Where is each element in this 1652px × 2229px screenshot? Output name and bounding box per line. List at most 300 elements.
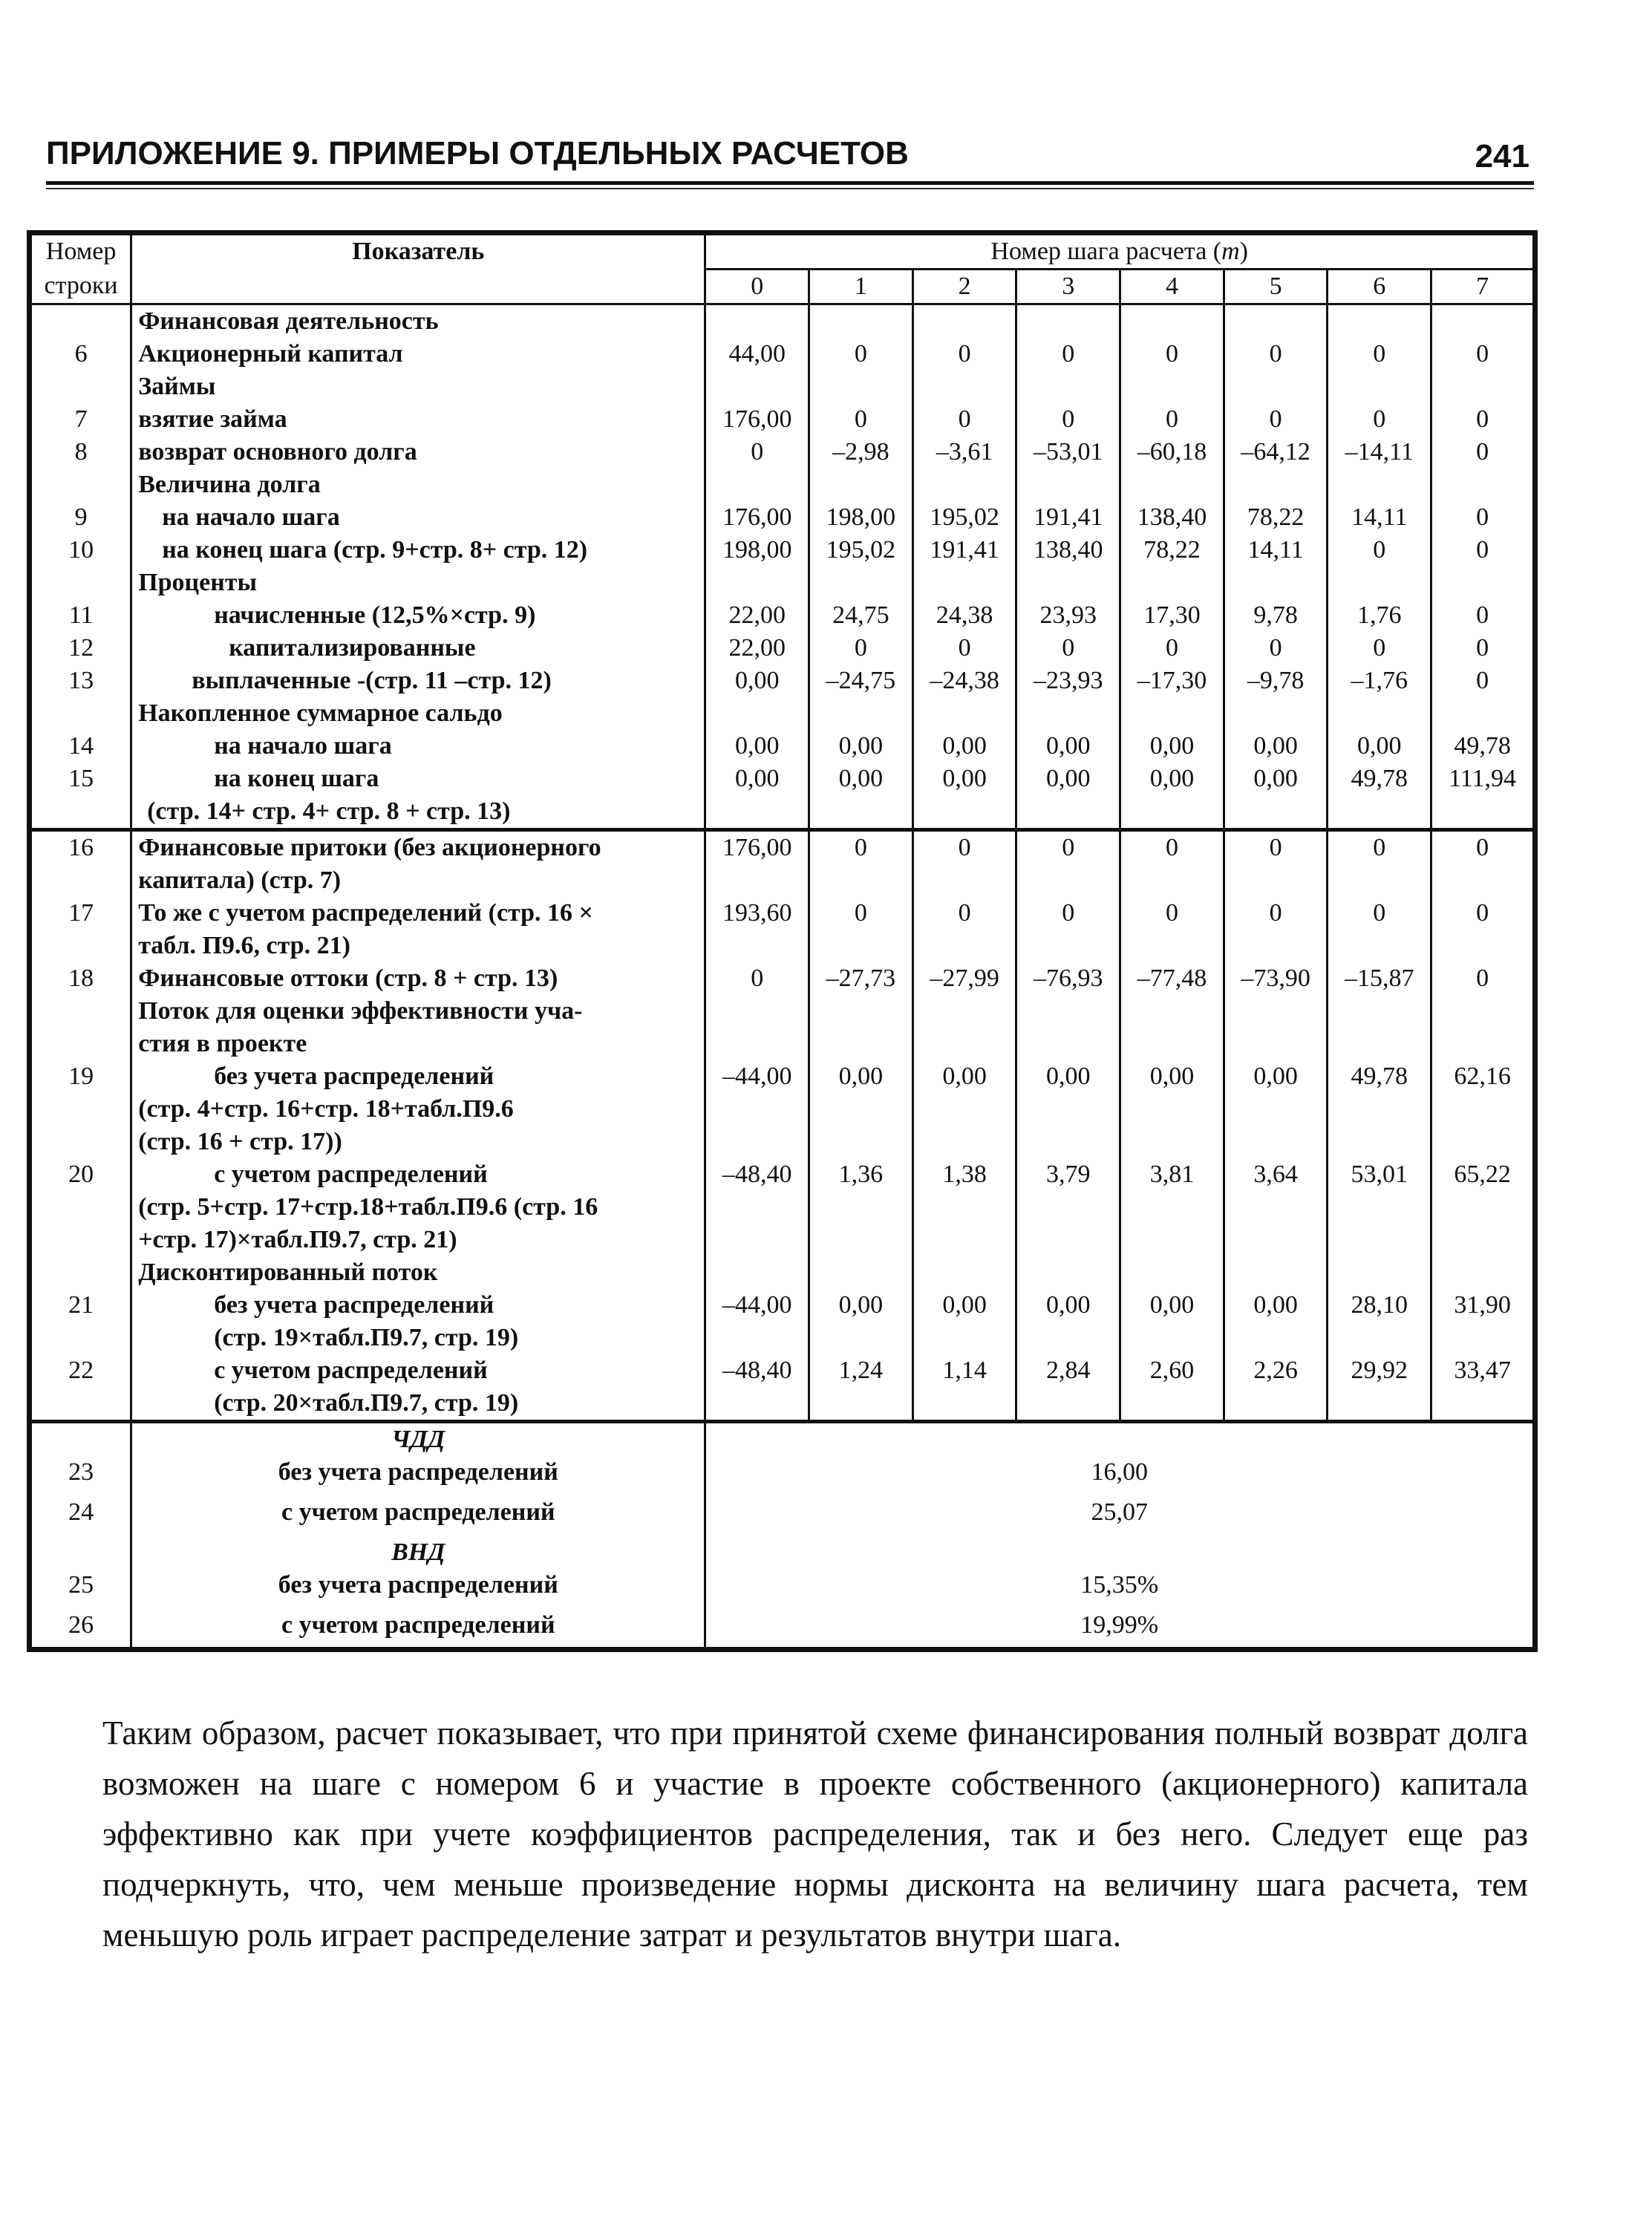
table-row [30,730,1535,763]
table-cell: 53,01 [1328,1158,1431,1191]
table-cell [1016,930,1120,962]
table-cell: 26 [30,1609,131,1649]
table-cell: 138,40 [1120,501,1224,534]
table-cell [1224,1322,1328,1354]
table-cell [912,1126,1016,1158]
table-row [30,665,1535,697]
table-cell: 0,00 [1120,1289,1224,1322]
table-cell [1224,995,1328,1028]
table-cell [809,469,913,501]
table-cell [1431,567,1535,599]
table-cell [1016,567,1120,599]
table-cell: 24 [30,1496,131,1536]
table-cell: 0 [1431,897,1535,930]
table-cell: 0 [1328,403,1431,436]
table-cell: 24,38 [912,599,1016,632]
table-cell [809,1224,913,1256]
table-cell: 0,00 [1120,763,1224,795]
table-cell: –24,38 [912,665,1016,697]
table-cell: 0 [912,897,1016,930]
table-cell [30,469,131,501]
table-cell [1224,864,1328,897]
step-2: 2 [912,270,1016,304]
table-cell: без учета распределений [131,1289,705,1322]
table-row [30,1289,1535,1322]
table-cell: +стр. 17)×табл.П9.7, стр. 21) [131,1224,705,1256]
table-cell: Акционерный капитал [131,338,705,371]
table-row [30,1093,1535,1126]
paragraph-text: Таким образом, расчет показывает, что при принятой схеме финансирования полный возврат долга возможен на шаге с номером 6 и участие в проекте собственного (акционерного) капитала эффективно как при учете коэффициентов распределения, так и без него. Следует еще раз подчеркнуть, что, чем меньше произведение нормы дисконта на величину шага расчета, тем меньшую роль играет распределение затрат и результатов внутри шага. [102,1714,1528,1954]
table-cell: 0,00 [912,730,1016,763]
table-cell: Финансовые притоки (без акционерного [131,830,705,865]
table-cell: 0 [1431,501,1535,534]
body-paragraph [102,1708,1528,1960]
table-cell: 0 [1431,665,1535,697]
table-cell: 0 [1224,338,1328,371]
table-cell [1016,1256,1120,1289]
table-cell: 0 [1224,830,1328,865]
table-row [30,763,1535,795]
table-cell [912,995,1016,1028]
table-cell [912,864,1016,897]
table-row [30,599,1535,632]
table-row [30,1569,1535,1609]
table-cell: 0,00 [1016,730,1120,763]
table-cell: 2,60 [1120,1354,1224,1387]
table-cell [912,795,1016,830]
table-cell [705,697,809,730]
table-cell [1120,1028,1224,1060]
table-cell: (стр. 20×табл.П9.7, стр. 19) [131,1387,705,1422]
table-cell [912,469,1016,501]
table-cell: 0 [1328,830,1431,865]
table-cell: 0 [1120,897,1224,930]
table-row [30,1456,1535,1496]
table-cell [1328,930,1431,962]
step-5: 5 [1224,270,1328,304]
table-row [30,897,1535,930]
table-cell [1328,304,1431,339]
table-cell: 0,00 [1224,730,1328,763]
table-cell [1328,1191,1431,1224]
step-3: 3 [1016,270,1120,304]
table-cell [809,795,913,830]
table-cell: 17 [30,897,131,930]
table-cell [1328,1028,1431,1060]
table-cell: 0 [1120,338,1224,371]
table-cell [1120,995,1224,1028]
table-cell [1431,1028,1535,1060]
table-row [30,830,1535,865]
table-cell: 0 [1431,599,1535,632]
table-cell: с учетом распределений [131,1158,705,1191]
table-cell [1016,469,1120,501]
table-cell [1224,371,1328,403]
table-cell: 0 [1016,632,1120,665]
table-cell [809,567,913,599]
table-cell [1224,930,1328,962]
table-cell: (стр. 14+ стр. 4+ стр. 8 + стр. 13) [131,795,705,830]
table-cell [30,1536,131,1569]
table-cell: возврат основного долга [131,436,705,469]
table-row [30,1158,1535,1191]
table-cell: 0 [1328,534,1431,567]
table-cell [30,864,131,897]
table-cell: Величина долга [131,469,705,501]
table-cell: 0 [1431,403,1535,436]
table-cell: 2,84 [1016,1354,1120,1387]
table-cell [705,995,809,1028]
table-cell [912,1224,1016,1256]
header-rule-thick [46,181,1534,185]
table-row [30,1060,1535,1093]
table-cell: 0 [705,436,809,469]
table-cell [30,1093,131,1126]
table-cell: 0 [1431,632,1535,665]
table-cell [1016,1191,1120,1224]
table-cell: 23,93 [1016,599,1120,632]
table-cell: 78,22 [1224,501,1328,534]
table-cell: Дисконтированный поток [131,1256,705,1289]
table-cell [705,1322,809,1354]
table-row [30,1387,1535,1422]
table-cell: 0,00 [809,730,913,763]
table-cell: –14,11 [1328,436,1431,469]
table-cell: 0 [1431,436,1535,469]
table-cell [912,567,1016,599]
table-cell [1120,1191,1224,1224]
running-header [46,128,1529,180]
table-cell: 17,30 [1120,599,1224,632]
table-cell: 8 [30,436,131,469]
table-cell [1120,1224,1224,1256]
table-cell [1328,1093,1431,1126]
table-cell [1224,795,1328,830]
table-cell [1224,1191,1328,1224]
table-cell [1120,864,1224,897]
table-cell: –77,48 [1120,962,1224,995]
table-cell: ЧДД [131,1422,705,1457]
table-cell: –60,18 [1120,436,1224,469]
step-6: 6 [1328,270,1431,304]
table-cell [1224,1028,1328,1060]
table-cell: 21 [30,1289,131,1322]
table-cell: 16 [30,830,131,865]
table-cell [1120,1256,1224,1289]
table-cell [912,1028,1016,1060]
table-cell [809,1093,913,1126]
table-cell [1016,1322,1120,1354]
table-cell: 3,81 [1120,1158,1224,1191]
table-row [30,1126,1535,1158]
table-cell [1016,795,1120,830]
table-cell [1120,1093,1224,1126]
table-cell [1120,469,1224,501]
table-cell [809,1256,913,1289]
table-row [30,1496,1535,1536]
table-cell: 22,00 [705,632,809,665]
table-cell [1120,930,1224,962]
table-cell: 14,11 [1328,501,1431,534]
header-row-num-2: строки [30,270,131,304]
table-cell: –76,93 [1016,962,1120,995]
table-cell [30,371,131,403]
table-cell: 9 [30,501,131,534]
table-cell: 25,07 [705,1496,1535,1536]
table-cell [1016,1028,1120,1060]
table-cell [1328,995,1431,1028]
table-cell: 15,35% [705,1569,1535,1609]
table-cell [1224,469,1328,501]
table-cell: –48,40 [705,1158,809,1191]
table-cell: 29,92 [1328,1354,1431,1387]
table-cell [1224,567,1328,599]
table-cell [1224,1093,1328,1126]
table-cell [1431,1256,1535,1289]
table-cell [1431,697,1535,730]
table-cell: 44,00 [705,338,809,371]
table-cell [30,697,131,730]
table-cell [809,1126,913,1158]
table-cell [912,930,1016,962]
table-cell: 0,00 [705,665,809,697]
table-cell [1120,1126,1224,1158]
table-cell [1431,371,1535,403]
table-cell [30,1256,131,1289]
table-cell [1224,1224,1328,1256]
table-cell: –23,93 [1016,665,1120,697]
table-row [30,632,1535,665]
table-cell [1431,1093,1535,1126]
table-cell: 0,00 [1120,730,1224,763]
table-cell [705,795,809,830]
table-cell [30,1191,131,1224]
table-cell: 0 [1431,962,1535,995]
table-cell: (стр. 5+стр. 17+стр.18+табл.П9.6 (стр. 16 [131,1191,705,1224]
table-cell: 22 [30,1354,131,1387]
table-row [30,534,1535,567]
table-cell [1431,469,1535,501]
page-number: 241 [1475,138,1529,174]
table-cell: 176,00 [705,403,809,436]
table-cell: капитализированные [131,632,705,665]
table-cell: табл. П9.6, стр. 21) [131,930,705,962]
table-cell: 19 [30,1060,131,1093]
table-cell: Финансовые оттоки (стр. 8 + стр. 13) [131,962,705,995]
table-cell: с учетом распределений [131,1354,705,1387]
table-cell: (стр. 19×табл.П9.7, стр. 19) [131,1322,705,1354]
table-cell [1328,567,1431,599]
table-cell [1016,1126,1120,1158]
table-cell: 13 [30,665,131,697]
table-cell [1328,1256,1431,1289]
section-label: Финансовая деятельность [131,304,705,339]
table-row [30,403,1535,436]
table-cell: 1,76 [1328,599,1431,632]
table-cell: с учетом распределений [131,1496,705,1536]
table-cell: –15,87 [1328,962,1431,995]
table-cell [30,1126,131,1158]
table-cell [1431,864,1535,897]
table-cell [1431,1387,1535,1422]
table-cell: 12 [30,632,131,665]
table-cell: ВНД [131,1536,705,1569]
table-cell [1431,1191,1535,1224]
table-cell [1016,1224,1120,1256]
table-cell: –17,30 [1120,665,1224,697]
table-cell [1431,304,1535,339]
table-cell: 6 [30,338,131,371]
table-cell: 0 [912,338,1016,371]
table-cell [809,1028,913,1060]
table-cell [705,1126,809,1158]
table-cell: без учета распределений [131,1456,705,1496]
table-cell: 0,00 [1224,763,1328,795]
table-cell [1431,930,1535,962]
table-cell [705,567,809,599]
table-cell [809,697,913,730]
table-cell: 0 [809,632,913,665]
table-cell: –53,01 [1016,436,1120,469]
table-cell: 3,64 [1224,1158,1328,1191]
table-cell [1224,1387,1328,1422]
table-cell: 0 [1120,830,1224,865]
table-row [30,864,1535,897]
table-cell: на конец шага (стр. 9+стр. 8+ стр. 12) [131,534,705,567]
table-row [30,1354,1535,1387]
table-cell: 49,78 [1431,730,1535,763]
table-cell: 0,00 [1224,1060,1328,1093]
table-cell [1328,1126,1431,1158]
table-row [30,962,1535,995]
table-cell: на начало шага [131,730,705,763]
table-row [30,567,1535,599]
table-cell: 0 [809,403,913,436]
table-cell [30,567,131,599]
table-cell: 0 [1224,403,1328,436]
table-cell: 16,00 [705,1456,1535,1496]
table-cell [809,995,913,1028]
table-cell: 49,78 [1328,1060,1431,1093]
table-cell: 0,00 [705,763,809,795]
table-cell [1431,1126,1535,1158]
table-cell [30,795,131,830]
table-cell [30,1387,131,1422]
table-cell: 7 [30,403,131,436]
table-cell: 15 [30,763,131,795]
table-cell: 193,60 [705,897,809,930]
table-row [30,371,1535,403]
table-row [30,1609,1535,1649]
header-step: Номер шага расчета (m) [705,233,1535,270]
table-cell: 0 [809,338,913,371]
table-cell: 20 [30,1158,131,1191]
table-cell: То же с учетом распределений (стр. 16 × [131,897,705,930]
table-cell [705,1028,809,1060]
table-cell [1431,1322,1535,1354]
table-cell: 0 [1016,897,1120,930]
table-cell: 191,41 [1016,501,1120,534]
table-cell: 0 [1431,338,1535,371]
table-cell: 24,75 [809,599,913,632]
table-cell: 1,36 [809,1158,913,1191]
table-header-row [30,233,1535,270]
table-cell: 0 [1328,897,1431,930]
table-cell: 0 [1016,830,1120,865]
table-cell [1224,1126,1328,1158]
table-cell [1431,995,1535,1028]
table-cell: на конец шага [131,763,705,795]
table-cell: 0 [1120,632,1224,665]
table-cell: 0,00 [1016,1060,1120,1093]
step-7: 7 [1431,270,1535,304]
table-cell [705,930,809,962]
header-row-num-1: Номер [30,233,131,270]
table-cell: 14,11 [1224,534,1328,567]
table-cell [1224,1256,1328,1289]
table-cell: 28,10 [1328,1289,1431,1322]
step-1: 1 [809,270,913,304]
table-cell: 0,00 [1328,730,1431,763]
table-cell [1016,864,1120,897]
table-cell: –9,78 [1224,665,1328,697]
table-cell [1120,371,1224,403]
table-cell: 2,26 [1224,1354,1328,1387]
table-cell [30,304,131,339]
table-cell: 0 [809,897,913,930]
table-cell [912,1322,1016,1354]
table-cell [809,371,913,403]
table-cell [912,304,1016,339]
table-cell: 198,00 [809,501,913,534]
table-cell [809,1191,913,1224]
table-cell [1016,304,1120,339]
table-cell: 0 [912,403,1016,436]
table-cell: взятие займа [131,403,705,436]
table-cell [912,371,1016,403]
table-cell [705,1224,809,1256]
table-cell [1016,371,1120,403]
table-cell: 0,00 [912,1289,1016,1322]
table-cell: с учетом распределений [131,1609,705,1649]
table-cell: 11 [30,599,131,632]
table-cell [30,1028,131,1060]
table-cell: 0 [1016,403,1120,436]
table-cell [1328,1322,1431,1354]
table-row [30,930,1535,962]
table-cell: 9,78 [1224,599,1328,632]
table-cell [1431,795,1535,830]
table-cell [1328,1224,1431,1256]
table-cell [1328,864,1431,897]
table-cell: 0,00 [1224,1289,1328,1322]
table-cell [1120,795,1224,830]
table-cell: без учета распределений [131,1569,705,1609]
table-row [30,1422,1535,1457]
table-cell: –3,61 [912,436,1016,469]
table-row [30,436,1535,469]
table-cell [30,930,131,962]
table-cell: –27,99 [912,962,1016,995]
table-cell: 0 [912,632,1016,665]
table-cell: начисленные (12,5%×стр. 9) [131,599,705,632]
table-cell [809,930,913,962]
table-cell: 31,90 [1431,1289,1535,1322]
table-cell [809,1322,913,1354]
table-row [30,469,1535,501]
table-cell [1120,1387,1224,1422]
table-cell [1328,795,1431,830]
